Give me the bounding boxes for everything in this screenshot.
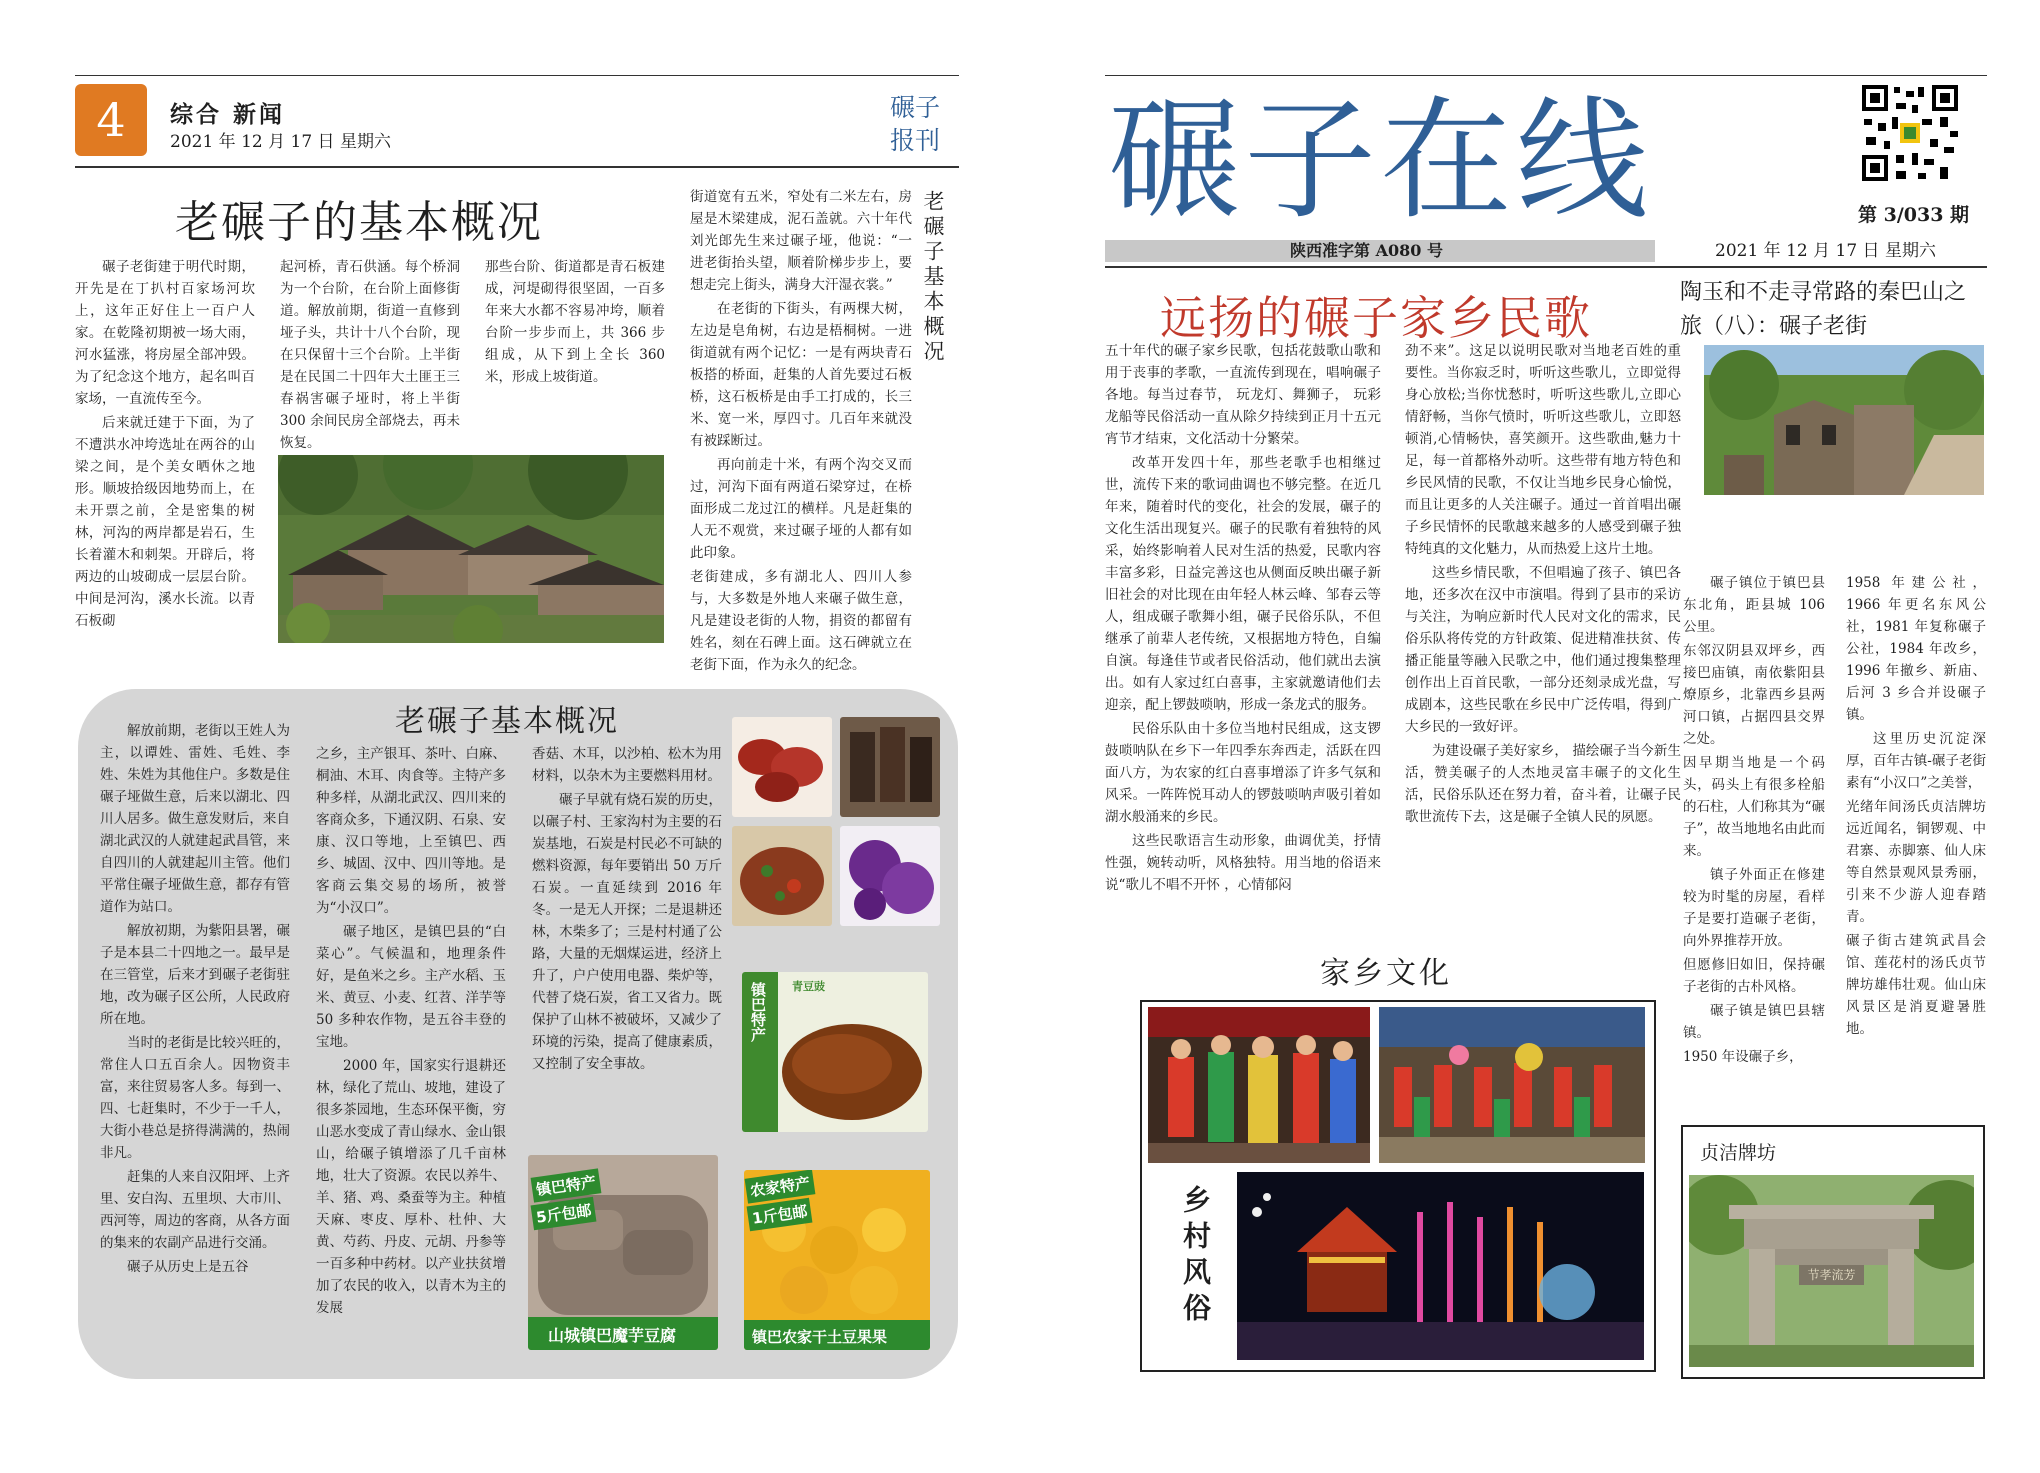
paragraph: 2000 年，国家实行退耕还林，绿化了荒山、坡地，建设了很多茶园地，生态环保平衡，穷山恶水变成了青山绿水、金山银山，给碾子镇增添了几千亩林地，壮大了资源。农民以养牛、羊、猪、鸡、桑蚕等为主。种植天麻、枣皮、厚朴、杜仲、大黄、芍药、丹皮、元胡、丹参等一百多种中药材。以产业扶贫增加了农民的收入，以青木为主的发展 <box>316 1058 506 1316</box>
paragraph: 碾子早就有烧石炭的历史，以碾子村、王家沟村为主要的石炭基地，石炭是村民必不可缺的燃料资源，每年要销出 50 万斤石炭。一直延续到 2016 年冬。一是无人开探；二是退耕还林，木柴多了；三是村村通了公路，大量的无烟煤运进，经济上升了，户户使用电器、柴炉等，代替了烧石炭，省工又省力。既保护了山林不被破坏，又减少了环境的污染，提高了健康素质，又控制了安全事故。 <box>532 792 722 1072</box>
right-header-rule <box>1105 266 1987 268</box>
section-label: 综合 新闻 <box>170 101 286 128</box>
paragraph: 这些民歌语言生动形象，曲调优美，抒情性强，婉转动听，风格独特。用当地的俗语来说“歌儿不唱不开怀 ，心情郁闷 <box>1105 833 1381 893</box>
folk-headline: 远扬的碾子家乡民歌 <box>1160 291 1592 345</box>
culture-title: 家乡文化 <box>1320 956 1452 991</box>
paragraph: 后来就迁建于下面，为了不遭洪水冲垮选址在两谷的山梁之间，是个美女晒休之地形。顺坡拾级因地势而上，在未开票之前，全是密集的树林，河沟的两岸都是岩石，生长着灌木和刺架。开辟后，将两边的山坡砌成一层层台阶。中间是河沟，溪水长流。以青石板砌 <box>75 415 255 629</box>
paragraph: 解放前期，老街以王姓人为主，以谭姓、雷姓、毛姓、李姓、朱姓为其他住户。多数是住碾子垭做生意，后来以湖北、四川人居多。做生意发财后，来自湖北武汉的人就建起武昌管，来自四川的人就建起川主管。他们平常住碾子垭做生意，都存有管道作为站口。 <box>100 723 290 915</box>
right-date: 2021 年 12 月 17 日 星期六 <box>1715 241 1936 261</box>
paragraph: 赶集的人来自汉阳坪、上齐里、安白沟、五里坝、大市川、西河等，周边的客商，从各方面的集来的农副产品进行交涌。 <box>100 1169 290 1251</box>
paragraph: 碾子镇是镇巴县辖镇。 <box>1683 1003 1825 1041</box>
paragraph: 劲不来”。这足以说明民歌对当地老百姓的重要性。当你寂乏时，听听这些歌儿，立即觉得身心放松;当你忧愁时，听听这些歌儿,立即心情舒畅，当你气愤时，听听这些歌儿，立即怒顿消,心情畅快，喜笑颜开。这些歌曲,魅力十足，每一首都格外动听。这些带有地方特色和乡民风情的民歌，不仅让当地乡民身心愉悦，而且让更多的人关注碾子。通过一首首唱出碾子乡民情怀的民歌越来越多的人感受到碾子独特纯真的文化魅力，从而热爱上这片土地。 <box>1405 343 1681 557</box>
paragraph: 香菇、木耳，以沙柏、松木为用材料，以杂木为主要燃料用材。 <box>532 746 722 784</box>
corn-caption: 镇巴农家干土豆果果 <box>752 1328 888 1346</box>
tofu-badge-2: 5斤包邮 <box>531 1197 597 1231</box>
left-article-col-3 <box>485 256 665 456</box>
issue-number: 第 3/033 期 <box>1858 204 1970 226</box>
box-title: 老碾子基本概况 <box>395 704 619 739</box>
paragraph: 为建设碾子美好家乡， 描绘碾子当今新生活，赞美碾子的人杰地灵富丰碾子的文化生活，民俗乐队还在努力着，奋斗着，让碾子民歌世流传下去，这是碾子全镇人民的夙愿。 <box>1405 743 1681 825</box>
corn-badge-1: 农家特产 <box>745 1170 816 1204</box>
folk-col-2 <box>1405 340 1681 930</box>
food-photo-cured-meat <box>840 717 940 817</box>
village-photo <box>278 455 664 643</box>
memorial-arch-photo <box>1689 1175 1974 1367</box>
paragraph: 碾子从历史上是五谷 <box>127 1259 249 1275</box>
paragraph: 改革开发四十年，那些老歌手也相继过世，流传下来的歌词曲调也不够完整。在近几年来，随着时代的变化，社会的发展，碾子的文化生活出现复兴。碾子的民歌有着独特的风采，始终影响着人民对生活的热爱，民歌内容丰富多彩，日益完善这也从侧面反映出碾子新旧社会的对比现在由年轻人林云峰、邹春云等人，组成碾子歌舞小组，碾子民俗乐队，不但继承了前辈人老传统，又根据地方特色，自编自演。每逢佳节或者民俗活动，他们就出去演出。如有人家过红白喜事，主家就邀请他们去迎亲，配上锣鼓唢呐，形成一条龙式的服务。 <box>1105 455 1381 713</box>
left-article-col-4 <box>690 186 912 676</box>
paragraph: 起河桥，青石供涵。每个桥洞为一个台阶，在台阶上面修街道。解放前期，街道一直修到垭子头，共计十八个台阶，现在只保留十三个台阶。上半街是在民国二十四年大土匪王三春祸害碾子垭时，将上半街 300 余间民房全部烧去，再未恢复。 <box>280 259 460 451</box>
folk-dance-photo-2 <box>1379 1007 1645 1163</box>
paragraph: 但愿修旧如旧，保持碾子老街的古朴风格。 <box>1683 957 1825 995</box>
arch-caption: 贞洁牌坊 <box>1700 1142 1777 1164</box>
left-vertical-title: 老碾子基本概况 <box>921 190 945 365</box>
page-number-badge: 4 <box>75 84 147 156</box>
box-col-1 <box>100 720 290 1350</box>
left-main-title: 老碾子的基本概况 <box>175 197 543 248</box>
paragraph: 那些台阶、街道都是青石板建成，河堤砌得很坚固，一百多年来大水都不容易冲垮，顺着台阶一步步而上，共 366 步组成，从下到上全长 360 米，形成上坡街道。 <box>485 259 665 385</box>
paper-tag-1: 碾子 <box>890 93 941 122</box>
paragraph: 1950 年设碾子乡， <box>1683 1049 1803 1065</box>
food-photo-stirfry <box>732 826 832 926</box>
paragraph: 当时的老街是比较兴旺的，常住人口五百余人。因物资丰富，来往贸易客人多。每到一、四、七赶集时，不少于一千人，大街小巷总是挤得满满的，热闹非凡。 <box>100 1035 290 1161</box>
paragraph: 解放初期，为紫阳县署，碾子是本县二十四地之一。最早是在三管堂，后来才到碾子老街驻地，改为碾子区公所，人民政府所在地。 <box>100 923 290 1027</box>
paper-tag-2: 报刊 <box>890 126 941 155</box>
left-article-col-2 <box>280 256 460 456</box>
paragraph: 因早期当地是一个码头，码头上有很多栓船的石柱，人们称其为“碾子”，故当地地名由此而来。 <box>1683 755 1825 859</box>
left-header-rule <box>75 166 959 168</box>
reg-number: 陕西准字第 A080 号 <box>1290 241 1443 260</box>
paragraph: 镇子外面正在修建较为时髦的房屋，看样子是要打造碾子老街，向外界推荐开放。 <box>1683 867 1825 949</box>
paragraph: 再向前走十米，有两个沟交叉而过，河沟下面有两道石梁穿过，在桥面形成二龙过江的横样。凡是赶集的人无不观赏，来过碾子垭的人都有如此印象。 <box>690 457 912 561</box>
night-pavilion-photo <box>1237 1172 1644 1360</box>
folk-col-1 <box>1105 340 1381 960</box>
paragraph: 1958 年建公社，1966 年更名东风公社，1981 年复称碾子公社，1984 年改乡，1996 年撤乡、新庙、后河 3 乡合并设碾子镇。 <box>1846 575 1986 723</box>
paragraph: 之乡，主产银耳、茶叶、白麻、桐油、木耳、肉食等。主特产多种多样，从湖北武汉、四川来的客商众多，下通汉阴、石泉、安康、汉口等地，上至镇巴、西乡、城固、汉中、四川等地。是客商云集交易的场所，被誉为“小汉口”。 <box>316 746 506 916</box>
paragraph: 碾子镇位于镇巴县东北角，距县城 106 公里。 <box>1683 575 1825 635</box>
paragraph: 碾子老街建于明代时期，开先是在丁扒村百家场河坎上，这年正好住上一百户人家。在乾隆初期被一场大雨，河水猛涨，将房屋全部冲毁。为了纪念这个地方，起名叫百家场，一直流传至今。 <box>75 259 255 407</box>
folk-dance-photo-1 <box>1148 1007 1370 1163</box>
food-photo-dried-potato <box>744 1170 930 1350</box>
paragraph: 碾子地区，是镇巴县的“白菜心”。气候温和，地理条件好，是鱼米之乡。主产水稻、玉米、黄豆、小麦、红苕、洋芋等 50 多种农作物，是五谷丰登的宝地。 <box>316 924 506 1050</box>
masthead: 碾子在线 <box>1108 84 1652 238</box>
paragraph: 民俗乐队由十多位当地村民组成，这支锣鼓唢呐队在乡下一年四季东奔西走，活跃在四面八方，为农家的红白喜事增添了许多气氛和风采。一阵阵悦耳动人的锣鼓唢呐声吸引着如湖水般涌来的乡民。 <box>1105 721 1381 825</box>
paragraph: 街道宽有五米，窄处有二米左右，房屋是木梁建成，泥石盖就。六十年代刘光郎先生来过碾子垭，他说：“一进老街抬头望，顺着阶梯步步上，要想走完上街头，满身大汗湿衣裳。” <box>690 189 912 293</box>
qr-code <box>1860 83 1960 183</box>
pepper-sub: 青豆豉 <box>792 980 825 993</box>
left-article-col-1 <box>75 256 255 656</box>
right-top-rule <box>1105 75 1987 76</box>
tofu-caption: 山城镇巴魔芋豆腐 <box>548 1326 677 1345</box>
food-photo-sausage <box>732 717 832 817</box>
left-date: 2021 年 12 月 17 日 星期六 <box>170 132 391 152</box>
pepper-tag: 镇巴特产 <box>749 982 767 1042</box>
paragraph: 这些乡情民歌，不但唱遍了孩子、镇巴各地，还多次在汉中市演唱。得到了县市的采访与关注，为响应新时代人民对文化的需求，民俗乐队将传党的方针政策、促进精准扶贫、传播正能量等融入民歌之中，他们通过搜集整理创作出上百首民歌，一部分还刻录成光盘，写成剧本，这些民歌在乡民中广泛传唱，得到广大乡民的一致好评。 <box>1405 565 1681 735</box>
left-top-rule <box>75 75 959 76</box>
paragraph: 碾子街古建筑武昌会馆、莲花村的汤氏贞节牌坊雄伟壮观。仙山床风景区是消夏避暑胜地。 <box>1846 933 1986 1037</box>
paragraph: 在老街的下街头，有两棵大树，左边是皂角树，右边是梧桐树。一进街道就有两个记忆：一是有两块青石板搭的桥面，赶集的人首先要过石板桥，这石板桥是由手工打成的，长三米、宽一米，厚四寸。几百年来就没有被踩断过。 <box>690 301 912 449</box>
side-col-2 <box>1846 572 1986 1092</box>
culture-vertical-title: 乡村风俗 <box>1179 1185 1212 1329</box>
side-col-1 <box>1683 572 1825 1112</box>
food-photo-purple-potato <box>840 826 940 926</box>
paragraph: 光绪年间汤氏贞洁牌坊远近闻名，铜锣观、中君寨、赤脚寨、仙人床等自然景观风景秀丽，引来不少游人迎春踏青。 <box>1846 799 1986 925</box>
paragraph: 这里历史沉淀深厚，百年古镇-碾子老街素有“小汉口”之美誉， <box>1846 731 1986 791</box>
tofu-badge-1: 镇巴特产 <box>531 1168 602 1202</box>
corn-badge-2: 1斤包邮 <box>747 1198 813 1232</box>
paragraph: 五十年代的碾子家乡民歌，包括花鼓歌山歌和用于丧事的孝歌，一直流传到现在，唱响碾子各地。每当过春节， 玩龙灯、舞狮子， 玩彩龙船等民俗活动一直从除夕持续到正月十五元宵节才结束，文化活动十分繁荣。 <box>1105 343 1381 447</box>
box-col-3 <box>532 743 722 1133</box>
side-headline: 陶玉和不走寻常路的秦巴山之旅（八）：碾子老街 <box>1680 280 1967 339</box>
food-photo-konjac-tofu <box>528 1155 718 1350</box>
food-photo-douchi <box>742 972 928 1132</box>
arch-plaque-text: 节孝流芳 <box>1807 1268 1856 1282</box>
paragraph: 老街建成，多有湖北人、四川人参与，大多数是外地人来碾子做生意，凡是建设老街的人物，捐资的都留有姓名，刻在石碑上面。这石碑就立在老街下面，作为永久的纪念。 <box>690 569 912 673</box>
box-col-2 <box>316 743 506 1358</box>
paragraph: 东邻汉阴县双坪乡，西接巴庙镇，南依紫阳县燎原乡，北靠西乡县两河口镇，占据四县交界之处。 <box>1683 643 1825 747</box>
old-street-photo <box>1704 345 1984 495</box>
